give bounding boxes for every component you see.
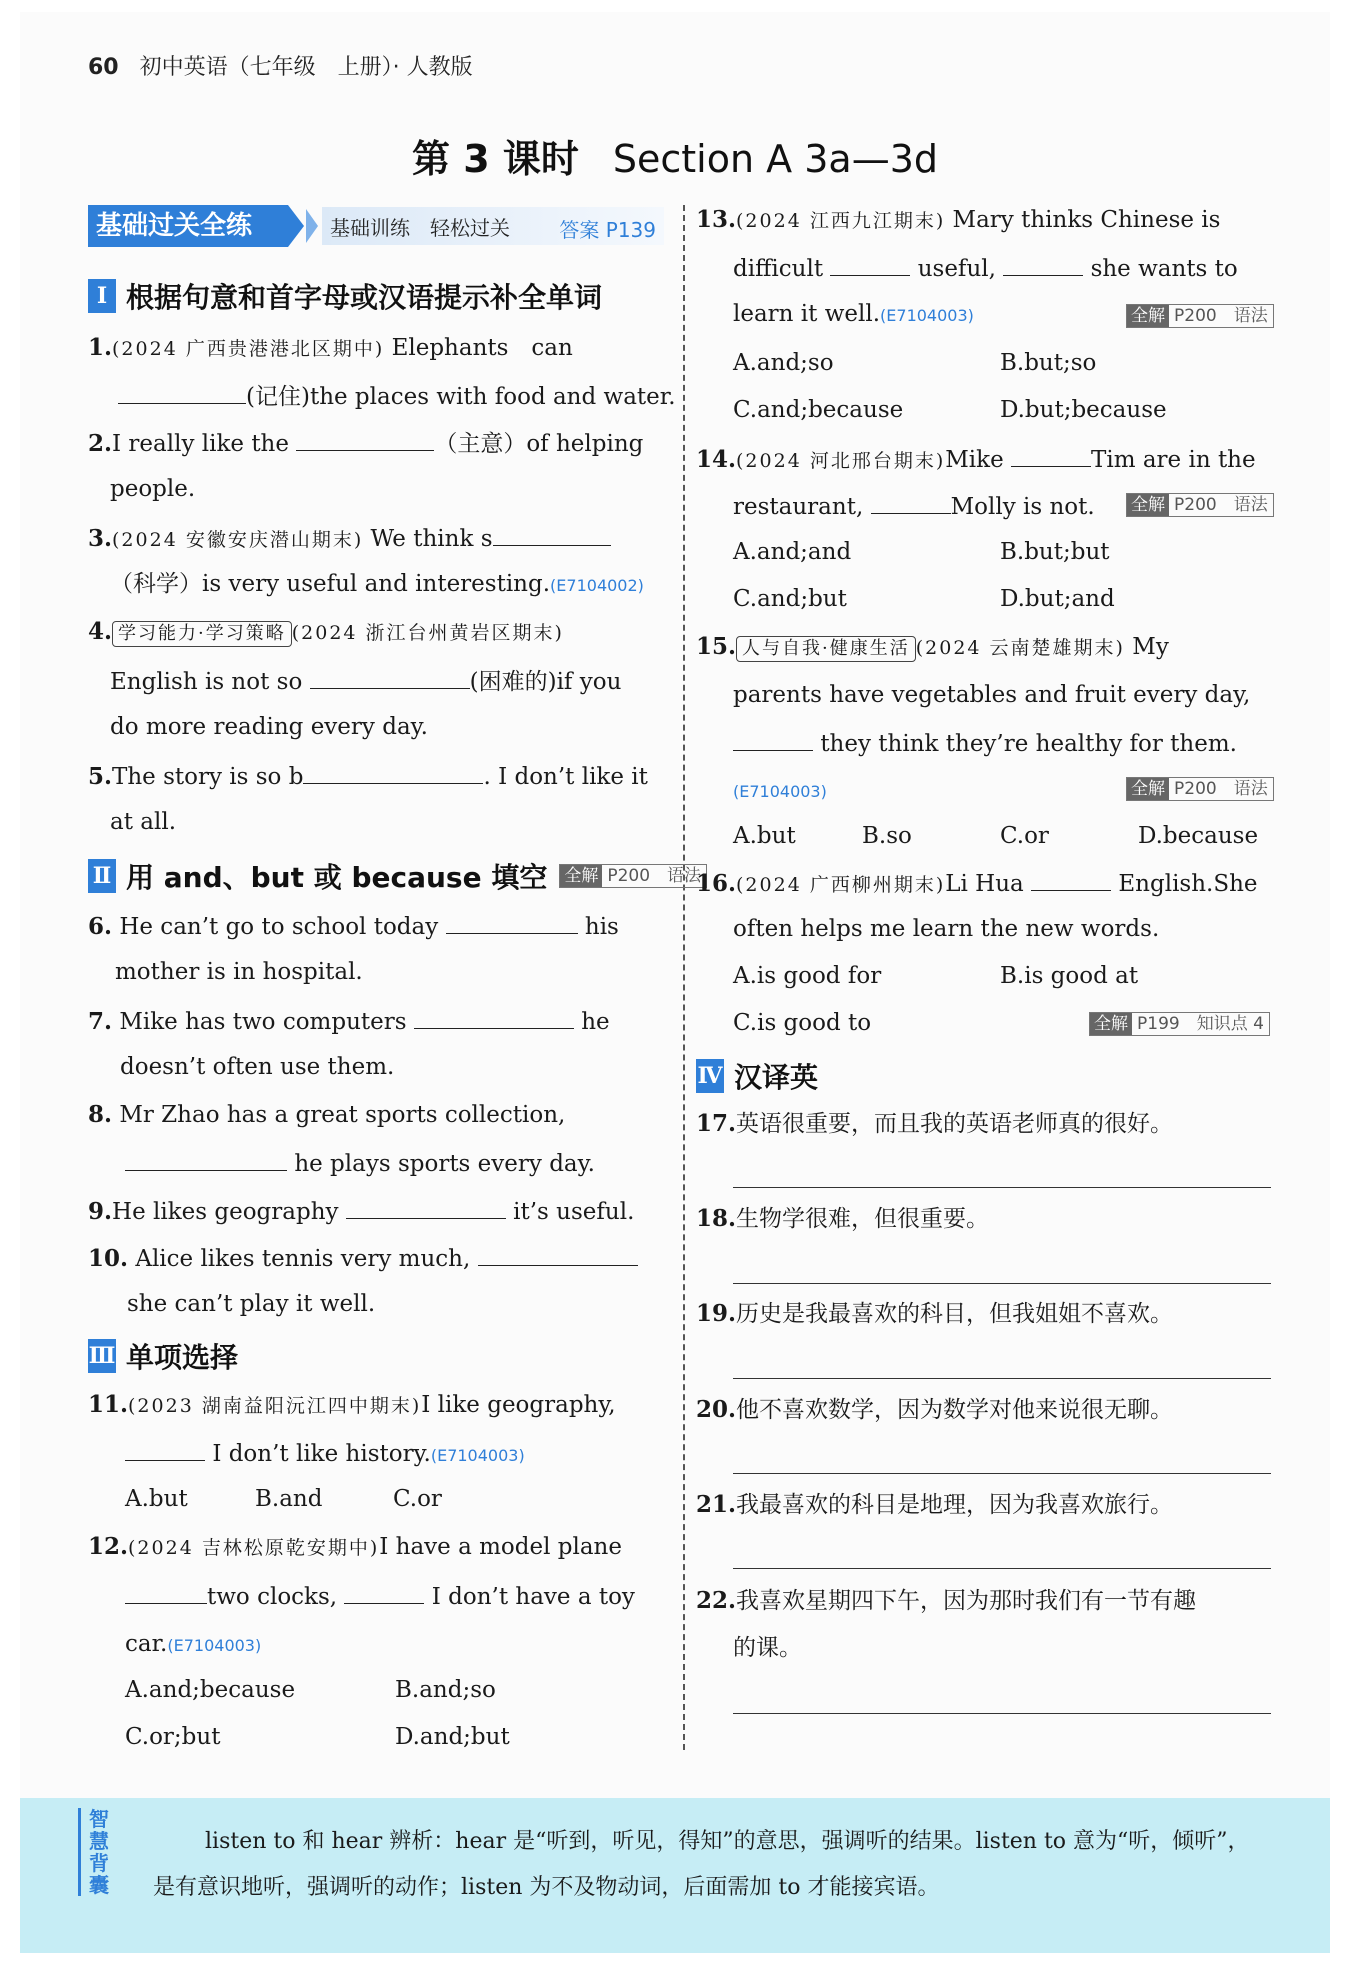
question-6-line2: mother is in hospital. [115,959,363,985]
reference-tag: 全解 P200 语法 [1126,777,1274,801]
option[interactable]: B.but;but [1000,539,1110,565]
answer-line[interactable] [733,1282,1271,1284]
question-4: 4. 学习能力·学习策略 (2024 浙江台州黄岩区期末) [88,618,564,645]
answer-blank[interactable] [125,1581,207,1604]
question-19: 19.历史是我最喜欢的科目，但我姐姐不喜欢。 [696,1300,1174,1327]
question-7: 7. Mike has two computers he [88,1008,610,1035]
question-15: 15. 人与自我·健康生活 (2024 云南楚雄期末) My [696,633,1169,660]
option[interactable]: D.because [1138,823,1259,849]
answer-line[interactable] [733,1567,1271,1569]
question-1-line2: (记住)the places with food and water. [118,381,676,411]
banner-answer-page: 答案 P139 [559,218,656,242]
question-16-line2: often helps me learn the new words. [733,916,1160,942]
question-18: 18.生物学很难，但很重要。 [696,1205,990,1232]
option[interactable]: B.but;so [1000,350,1097,376]
answer-blank[interactable] [1003,253,1083,276]
answer-blank[interactable] [310,666,470,689]
question-4-line3: do more reading every day. [110,714,428,740]
question-5-line2: at all. [110,809,177,835]
question-22-line2: 的课。 [733,1635,802,1661]
option[interactable]: A.but [125,1486,188,1512]
question-10: 10. Alice likes tennis very much, [88,1243,638,1273]
question-17: 17.英语很重要，而且我的英语老师真的很好。 [696,1110,1174,1137]
option[interactable]: B.is good at [1000,963,1139,989]
answer-blank[interactable] [125,1438,205,1461]
question-14: 14.(2024 河北邢台期末)Mike Tim are in the [696,446,1256,473]
question-13-line2: difficult useful, she wants to [733,253,1238,283]
option[interactable]: C.and;but [733,586,847,612]
question-12-line2: two clocks, I don’t have a toy [125,1581,635,1611]
banner-arrow-icon [288,205,304,247]
question-11: 11.(2023 湖南益阳沅江四中期末)I like geography, [88,1391,616,1418]
question-7-line2: doesn’t often use them. [120,1054,395,1080]
question-22: 22.我喜欢星期四下午，因为那时我们有一节有趣 [696,1587,1197,1614]
reference-tag: 全解 P200 语法 [1126,493,1274,517]
section-heading-1 [88,276,602,316]
question-3-line2: （科学）is very useful and interesting.(E7104002) [110,571,644,597]
section-title: 用 and、but 或 because 填空 [126,861,548,894]
lesson-number: 第 3 课时 [411,137,579,181]
question-13-line3: learn it well.(E7104003) [733,301,974,327]
tip-text-line-1: listen to 和 hear 辨析：hear 是“听到，听见，得知”的意思，强调听的结果。listen to 意为“听，倾听”， [205,1829,1250,1854]
page-number: 60 [88,55,119,80]
answer-blank[interactable] [344,1581,424,1604]
section-heading-4 [696,1056,818,1096]
question-13: 13.(2024 江西九江期末) Mary thinks Chinese is [696,206,1221,233]
reference-tag: 全解 P199 知识点 4 [1089,1012,1270,1036]
answer-blank[interactable] [303,761,483,784]
question-9: 9.He likes geography it’s useful. [88,1198,635,1225]
question-6: 6. He can’t go to school today his [88,913,619,940]
option[interactable]: A.and;because [125,1677,296,1703]
question-21: 21.我最喜欢的科目是地理，因为我喜欢旅行。 [696,1491,1174,1518]
answer-blank[interactable] [478,1243,638,1266]
option[interactable]: C.or [1000,823,1049,849]
question-15-line2: parents have vegetables and fruit every day, [733,682,1251,708]
option[interactable]: B.and [255,1486,323,1512]
question-12-line3: car.(E7104003) [125,1631,262,1657]
column-divider [683,205,685,1750]
question-8: 8. Mr Zhao has a great sports collection, [88,1101,566,1128]
option[interactable]: C.or [393,1486,442,1512]
answer-blank[interactable] [733,728,813,751]
answer-blank[interactable] [414,1006,574,1029]
option[interactable]: A.and;and [733,539,852,565]
question-16: 16.(2024 广西柳州期末)Li Hua English.She [696,870,1258,897]
option[interactable]: D.and;but [395,1724,510,1750]
answer-blank[interactable] [871,491,951,514]
section-number: Ⅲ [88,1339,116,1373]
tip-box [20,1798,1330,1953]
question-10-line2: she can’t play it well. [127,1291,376,1317]
tip-label: 智慧背囊 [78,1808,113,1896]
option[interactable]: A.but [733,823,796,849]
option[interactable]: B.so [862,823,912,849]
question-15-line3: they think they’re healthy for them. [733,728,1237,758]
question-8-line2: he plays sports every day. [125,1148,595,1178]
banner-tag: 基础过关全练 [88,205,288,247]
section-heading-2 [88,856,707,896]
section-number: Ⅱ [88,859,116,893]
section-title: 单项选择 [126,1341,239,1374]
reference-tag: 全解 P200 语法 [559,864,707,888]
section-number: Ⅳ [696,1059,724,1093]
option[interactable]: B.and;so [395,1677,496,1703]
answer-blank[interactable] [118,381,246,404]
answer-blank[interactable] [125,1148,287,1171]
answer-blank[interactable] [830,253,910,276]
answer-blank[interactable] [446,911,578,934]
answer-blank[interactable] [346,1196,506,1219]
option[interactable]: A.is good for [733,963,882,989]
section-banner [88,205,664,247]
lesson-title [0,128,1350,183]
option[interactable]: D.but;and [1000,586,1115,612]
question-2-line2: people. [110,476,196,502]
section-heading-3 [88,1336,238,1376]
tip-text-line-2: 是有意识地听，强调听的动作；listen 为不及物动词，后面需加 to 才能接宾语。 [153,1875,940,1900]
section-title: 汉译英 [734,1061,819,1094]
option[interactable]: A.and;so [733,350,834,376]
option[interactable]: C.or;but [125,1724,221,1750]
page-header [88,50,473,81]
option[interactable]: C.and;because [733,397,904,423]
question-15-line4: (E7104003) [733,782,827,801]
lesson-section: Section A 3a—3d [612,137,938,181]
question-1: 1.(2024 广西贵港港北区期中) Elephants can [88,334,573,361]
question-2: 2.I really like the （主意）of helping [88,430,644,457]
question-20: 20.他不喜欢数学，因为数学对他来说很无聊。 [696,1396,1174,1423]
question-12: 12.(2024 吉林松原乾安期中)I have a model plane [88,1533,622,1560]
answer-blank[interactable] [1011,444,1091,467]
option[interactable]: D.but;because [1000,397,1167,423]
option[interactable]: C.is good to [733,1010,872,1036]
answer-blank[interactable] [1031,868,1111,891]
banner-arrow-icon [306,209,318,243]
question-11-line2: I don’t like history.(E7104003) [125,1438,525,1470]
answer-line[interactable] [733,1377,1271,1379]
question-3: 3.(2024 安徽安庆潜山期末) We think s [88,523,611,554]
answer-line[interactable] [733,1186,1271,1188]
reference-tag: 全解 P200 语法 [1126,304,1274,328]
question-14-line2: restaurant, Molly is not. [733,491,1095,521]
book-title: 初中英语（七年级 上册）· 人教版 [139,55,473,80]
banner-subtitle: 基础训练 轻松过关 [330,216,510,240]
answer-blank[interactable] [493,523,611,546]
question-5: 5.The story is so b . I don’t like it [88,763,648,790]
answer-line[interactable] [733,1472,1271,1474]
section-number: Ⅰ [88,279,116,313]
answer-line[interactable] [733,1712,1271,1714]
section-title: 根据句意和首字母或汉语提示补全单词 [126,281,603,314]
skill-tag: 学习能力·学习策略 [112,621,292,647]
question-4-line2: English is not so (困难的)if you [110,666,621,696]
answer-blank[interactable] [296,428,434,451]
theme-tag: 人与自我·健康生活 [736,636,916,662]
